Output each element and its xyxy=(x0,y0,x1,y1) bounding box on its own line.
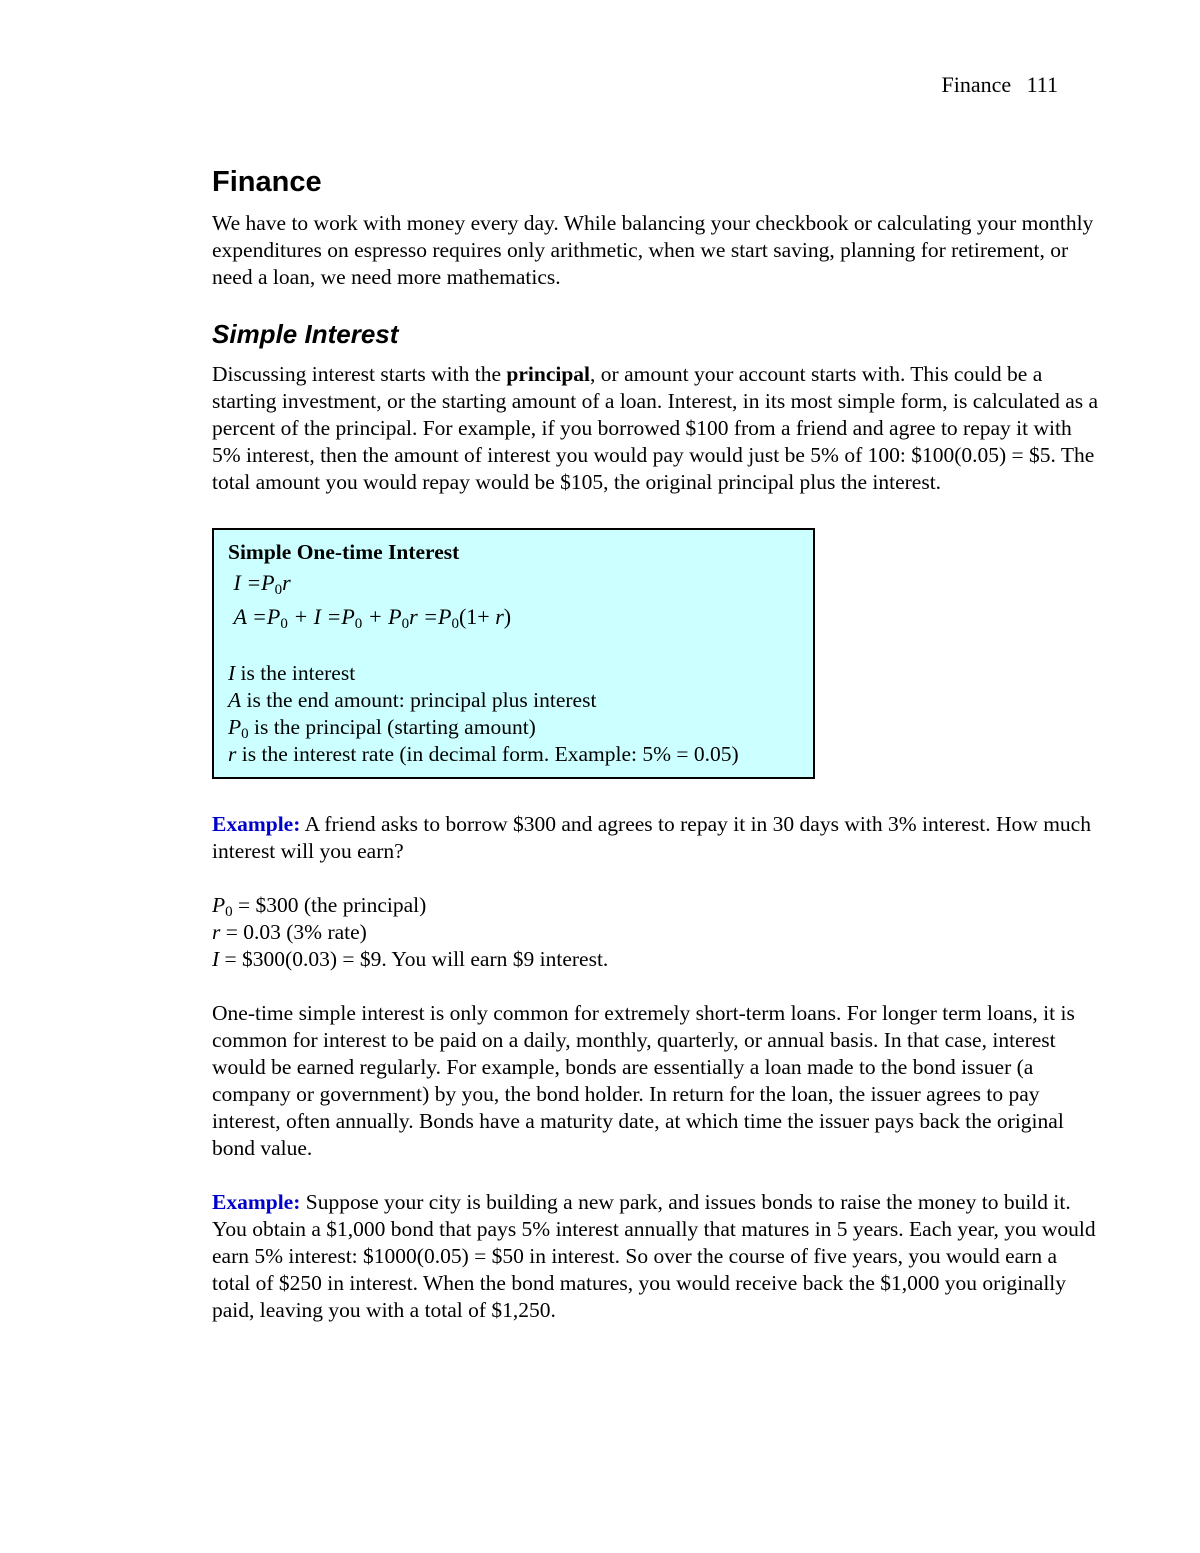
page-title: Finance xyxy=(212,166,322,198)
running-header xyxy=(941,72,1058,98)
formula-interest: $I =P_0r$ xyxy=(228,570,291,598)
example-2-label: Example: xyxy=(212,1190,301,1214)
def-end-amount-symbol: A xyxy=(228,688,242,712)
example-1-line-principal xyxy=(212,892,1100,919)
formula-box xyxy=(212,528,815,779)
example-1-interest-text: = $300(0.03) = $9. You will earn $9 interest. xyxy=(219,947,609,971)
principal-term: principal xyxy=(506,362,591,386)
def-principal-text: is the principal (starting amount) xyxy=(248,715,536,739)
def-principal-symbol: P xyxy=(228,715,242,739)
example-1-principal-symbol: P xyxy=(212,893,226,917)
intro-paragraph: We have to work with money every day. While balancing your checkbook or calculating your monthly expenditures on espresso requires only arithmetic, when we start saving, planning for retirement, or need a loan, we need more mathematics. xyxy=(212,211,1094,289)
header-section: Finance xyxy=(941,72,1012,97)
def-interest-symbol: I xyxy=(228,661,236,685)
example-1-question xyxy=(212,811,1100,865)
def-rate xyxy=(228,741,806,768)
def-interest xyxy=(228,660,806,687)
principal-paragraph xyxy=(212,361,1100,496)
example-2 xyxy=(212,1189,1100,1324)
example-1-principal-subscript: 0 xyxy=(225,904,233,920)
def-end-amount xyxy=(228,687,806,714)
example-1-line-interest xyxy=(212,946,1100,973)
example-1-rate-symbol: r xyxy=(212,920,221,944)
example-1-question-text: A friend asks to borrow $300 and agrees to repay it in 30 days with 3% interest. How much interest will you earn? xyxy=(212,812,1091,863)
section-heading-simple-interest: Simple Interest xyxy=(212,319,399,349)
formula-box-gap xyxy=(228,634,806,660)
def-principal-subscript: 0 xyxy=(241,726,249,742)
def-rate-symbol: r xyxy=(228,742,237,766)
def-rate-text: is the interest rate (in decimal form. Example: 5% = 0.05) xyxy=(236,742,739,766)
principal-text-before: Discussing interest starts with the xyxy=(212,362,507,386)
formula-end-amount: $A =P_0 + I =P_0 + P_0r =P_0(1+ r)$ xyxy=(228,604,512,632)
principal-text-after: , or amount your account starts with. This could be a starting investment, or the starting amount of a loan. Interest, in its most simple form, is calculated as a percent of the principal. For example, if you borrowed $100 from a friend and agree to repay it with 5% interest, then the amount of interest you would pay would just be 5% of 100: $100(0.05) = $5. The total amount you would repay would be $105, the original principal plus the interest. xyxy=(212,362,1099,494)
example-1-interest-symbol: I xyxy=(212,947,220,971)
example-1-principal-text: = $300 (the principal) xyxy=(232,893,427,917)
example-1-label: Example: xyxy=(212,812,301,836)
example-1-rate-text: = 0.03 (3% rate) xyxy=(220,920,367,944)
bonds-paragraph: One-time simple interest is only common for extremely short-term loans. For longer term loans, it is common for interest to be paid on a daily, monthly, quarterly, or annual basis. In that case, interest would be earned regularly. For example, bonds are essentially a loan made to the bond issuer (a company or government) by you, the bond holder. In return for the loan, the issuer agrees to pay interest, often annually. Bonds have a maturity date, at which time the issuer pays back the original bond value. xyxy=(212,1001,1075,1160)
example-1-solution xyxy=(212,892,1100,973)
def-interest-text: is the interest xyxy=(235,661,356,685)
def-end-amount-text: is the end amount: principal plus interest xyxy=(241,688,597,712)
page-number: 111 xyxy=(1026,72,1058,97)
example-1-line-rate xyxy=(212,919,1100,946)
example-2-text: Suppose your city is building a new park, and issues bonds to raise the money to build it. You obtain a $1,000 bond that pays 5% interest annually that matures in 5 years. Each year, you would earn 5% interest: $1000(0.05) = $50 in interest. So over the course of five years, you would earn a total of $250 in interest. When the bond matures, you would receive back the $1,000 you originally paid, leaving you with a total of $1,250. xyxy=(212,1190,1096,1322)
formula-box-title: Simple One-time Interest xyxy=(228,540,460,564)
page-content xyxy=(212,162,1100,1324)
def-principal xyxy=(228,714,806,741)
